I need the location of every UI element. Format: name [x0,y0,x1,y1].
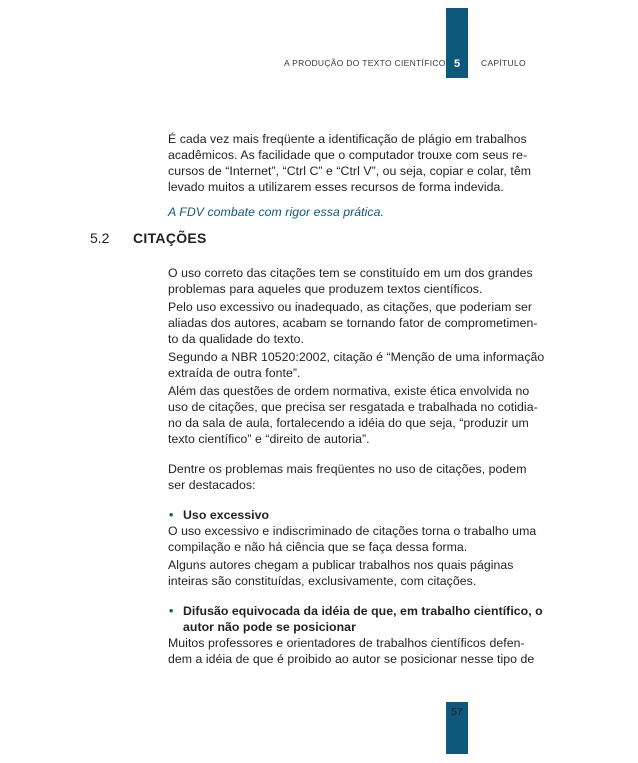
bullet-heading-text: Uso excessivo [183,508,270,522]
body-paragraph [168,557,548,589]
text-line: cursos de “Internet”, “Ctrl C” e “Ctrl V”, ou seja, copiar e colar, têm [168,164,532,178]
intro-block [168,131,548,220]
text-line: aliadas dos autores, acabam se tornando fator de comprometimen- [168,316,538,330]
text-line: levado muitos a utilizarem esses recursos de forma indevida. [168,180,504,194]
text-line: Segundo a NBR 10520:2002, citação é “Menção de uma informação [168,350,545,364]
page-number: 57 [451,706,463,718]
body-paragraph [168,349,548,381]
text-line: É cada vez mais freqüente a identificação de plágio em trabalhos [168,132,527,146]
body-paragraph [168,383,548,447]
text-line: texto científico” e “direito de autoria”. [168,432,370,446]
intro-paragraph [168,131,548,195]
text-line: to da qualidade do texto. [168,332,304,346]
text-line: acadêmicos. As facilidade que o computador trouxe com seus re- [168,148,528,162]
text-line: ser destacados: [168,478,256,492]
bullet-heading-text: autor não pode se posicionar [183,620,356,634]
text-line: O uso correto das citações tem se constituído em um dos grandes [168,266,533,280]
highlight-statement: A FDV combate com rigor essa prática. [168,205,384,219]
section-number: 5.2 [90,230,110,246]
text-line: O uso excessivo e indiscriminado de citações torna o trabalho uma [168,524,537,538]
bullet-heading [169,507,548,523]
bullet-marker: • [169,508,174,522]
bullet-marker: • [169,604,174,618]
body-paragraph [168,523,548,555]
text-line: compilação e não há ciência que se faça dessa forma. [168,540,468,554]
bullet-heading [169,603,548,635]
text-line: Dentre os problemas mais freqüentes no uso de citações, podem [168,462,527,476]
body-paragraph [168,299,548,347]
text-line: extraída de outra fonte”. [168,366,301,380]
section-title: CITAÇÕES [133,230,207,246]
body-paragraph [168,635,548,667]
body-paragraph [168,265,548,297]
text-line: Alguns autores chegam a publicar trabalhos nos quais páginas [168,558,514,572]
chapter-label: CAPÍTULO [481,58,526,68]
chapter-number: 5 [453,58,461,70]
text-line: Além das questões de ordem normativa, existe ética envolvida no [168,384,530,398]
text-line: dem a idéia de que é proibido ao autor se posicionar nesse tipo de [168,652,535,666]
section-body [168,265,548,667]
text-line: Muitos professores e orientadores de trabalhos científicos defen- [168,636,525,650]
running-header-title: A PRODUÇÃO DO TEXTO CIENTÍFICO [284,58,446,68]
text-line: Pelo uso excessivo ou inadequado, as citações, que poderiam ser [168,300,533,314]
body-paragraph [168,461,548,493]
chapter-tab [446,8,468,78]
bullet-heading-text: Difusão equivocada da idéia de que, em trabalho científico, o [183,604,543,618]
text-line: no da sala de aula, fortalecendo a idéia do que seja, “produzir um [168,416,529,430]
text-line: inteiras são constituídas, exclusivamente, com citações. [168,574,477,588]
text-line: uso de citações, que precisa ser resgatada e trabalhada no cotidia- [168,400,538,414]
text-line: problemas para aqueles que produzem textos científicos. [168,282,483,296]
